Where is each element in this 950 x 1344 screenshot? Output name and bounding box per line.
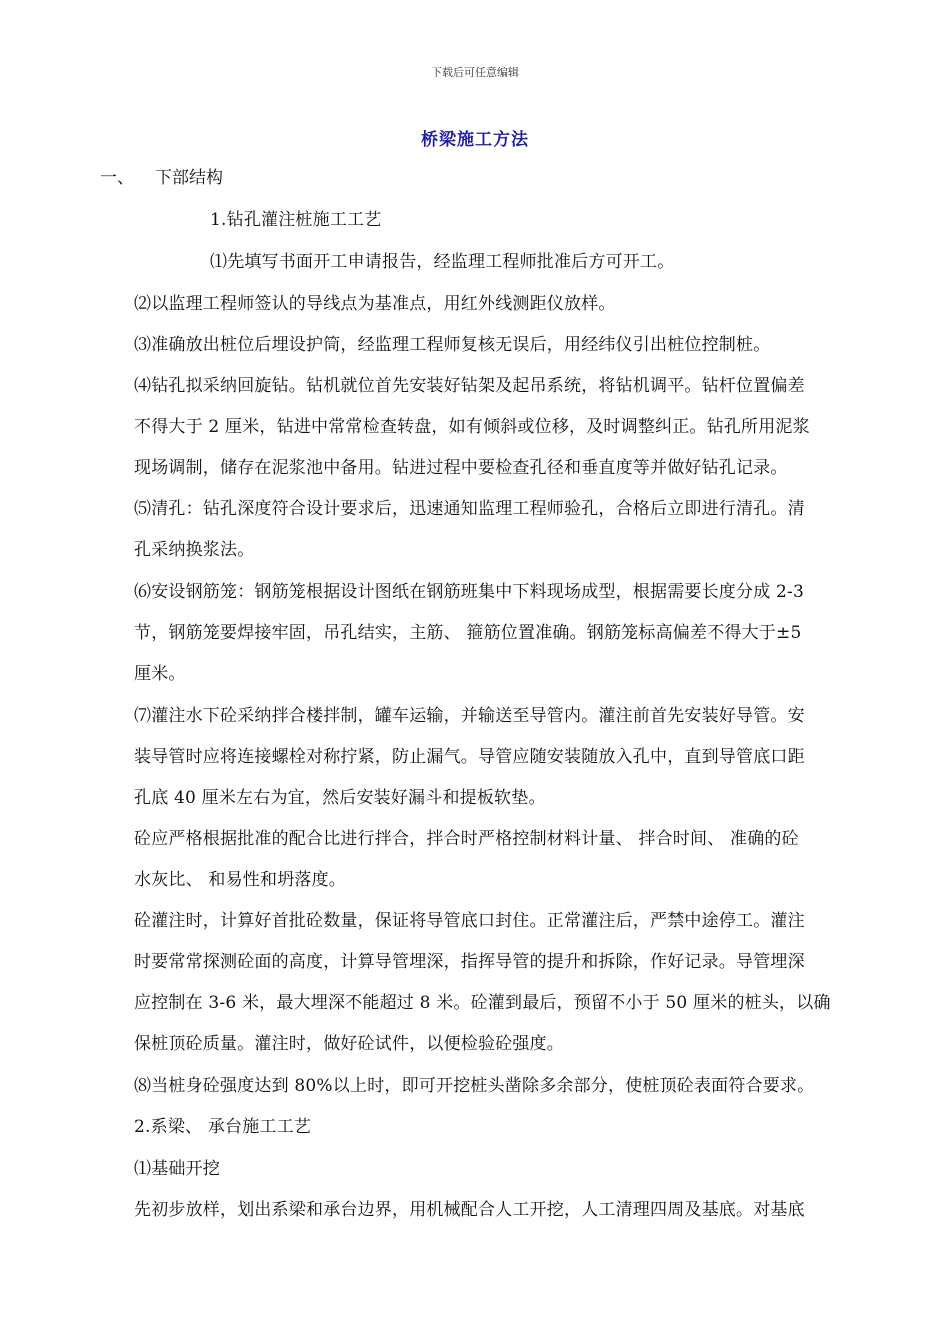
paragraph-line: ⑴先填写书面开工申请报告，经监理工程师批准后方可开工。 [210,252,675,272]
section-heading: 下部结构 [155,168,223,188]
paragraph-line: 现场调制，储存在泥浆池中备用。钻进过程中要检查孔径和垂直度等并做好钻孔记录。 [134,458,788,478]
paragraph-line: 时要常常探测砼面的高度，计算导管埋深，指挥导管的提升和拆除，作好记录。导管埋深 [134,952,805,972]
paragraph-line: 砼灌注时，计算好首批砼数量，保证将导管底口封住。正常灌注后，严禁中途停工。灌注 [134,911,805,931]
paragraph-line: 应控制在 3-6 米，最大埋深不能超过 8 米。砼灌到最后，预留不小于 50 厘米的桩头，以确 [134,993,831,1013]
paragraph-line: 装导管时应将连接螺栓对称拧紧，防止漏气。导管应随安装随放入孔中，直到导管底口距 [134,747,805,767]
paragraph-line: 节，钢筋笼要焊接牢固，吊孔结实，主筋、 箍筋位置准确。钢筋笼标高偏差不得大于±5 [134,623,802,643]
section-number: 一、 [100,168,134,188]
paragraph-line: 保桩顶砼质量。灌注时，做好砼试件，以便检验砼强度。 [134,1034,564,1054]
paragraph-line: ⑵以监理工程师签认的导线点为基准点，用红外线测距仪放样。 [134,294,616,314]
paragraph-line: ⑺灌注水下砼采纳拌合楼拌制，罐车运输，并输送至导管内。灌注前首先安装好导管。安 [134,706,805,726]
paragraph-line: 先初步放样，划出系梁和承台边界，用机械配合人工开挖，人工清理四周及基底。对基底 [134,1200,805,1220]
document-title: 桥梁施工方法 [421,130,529,150]
subsection-heading: 2.系梁、 承台施工工艺 [134,1117,312,1137]
paragraph-line: 厘米。 [134,664,186,684]
paragraph-line: ⑷钻孔拟采纳回旋钻。钻机就位首先安装好钻架及起吊系统，将钻机调平。钻杆位置偏差 [134,376,805,396]
header-note: 下载后可任意编辑 [431,66,519,79]
paragraph-line: 孔采纳换浆法。 [134,540,255,560]
paragraph-line: 孔底 40 厘米左右为宜，然后安装好漏斗和提板软垫。 [134,788,546,808]
paragraph-line: ⑸清孔：钻孔深度符合设计要求后，迅速通知监理工程师验孔，合格后立即进行清孔。清 [134,499,805,519]
paragraph-line: ⑻当桩身砼强度达到 80%以上时，即可开挖桩头凿除多余部分，使桩顶砼表面符合要求。 [134,1076,815,1096]
subsection-item: ⑴基础开挖 [134,1159,220,1179]
paragraph-line: ⑹安设钢筋笼：钢筋笼根据设计图纸在钢筋班集中下料现场成型，根据需要长度分成 2-3 [134,582,804,602]
paragraph-line: 水灰比、 和易性和坍落度。 [134,870,347,890]
subsection-heading: 1.钻孔灌注桩施工工艺 [210,210,382,230]
paragraph-line: 砼应严格根据批准的配合比进行拌合，拌合时严格控制材料计量、 拌合时间、 准确的砼 [134,829,799,849]
paragraph-line: 不得大于 2 厘米，钻进中常常检查转盘，如有倾斜或位移，及时调整纠正。钻孔所用泥浆 [134,417,810,437]
paragraph-line: ⑶准确放出桩位后埋设护筒，经监理工程师复核无误后，用经纬仪引出桩位控制桩。 [134,335,771,355]
